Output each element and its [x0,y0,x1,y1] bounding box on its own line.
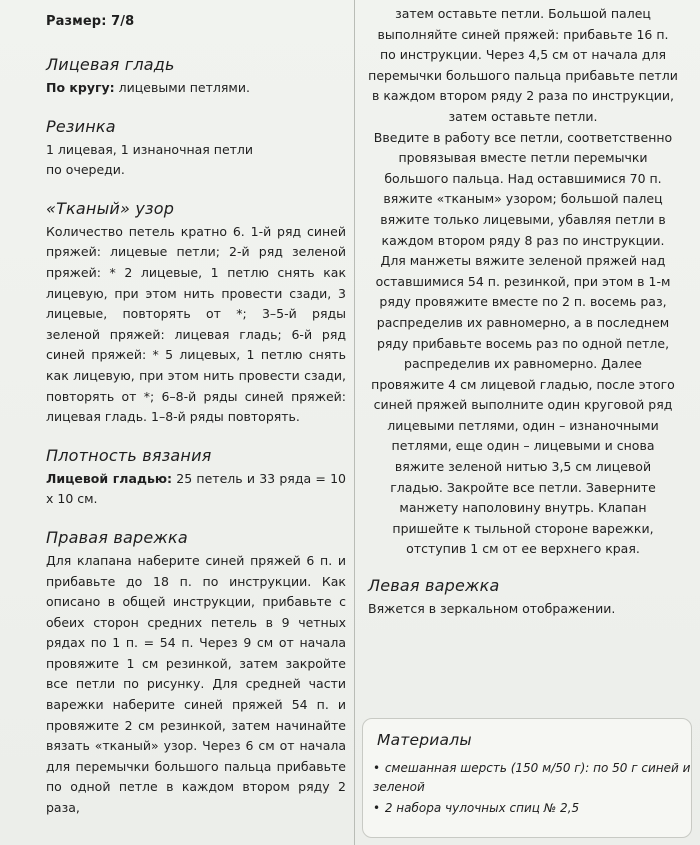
materials-title: Материалы [377,731,472,749]
left-column [46,14,346,837]
section-rib [46,117,346,181]
right-column [368,4,678,620]
materials-item-text: смешанная шерсть (150 м/50 г): по 50 г синей и зеленой [373,761,691,794]
materials-item-text: 2 набора чулочных спиц № 2,5 [384,801,580,815]
left-mitten-title: Левая варежка [368,576,500,596]
rib-title: Резинка [46,116,116,136]
size-value: 7/8 [111,14,135,29]
right-mitten-title: Правая варежка [46,527,188,547]
section-woven [46,199,346,428]
right-mitten-text: Для клапана наберите синей пряжей 6 п. и прибавьте до 18 п. по инструкции. Как описано в общей инструкции, прибавьте с обеих сторон средних петель в 9 четных рядах по 1 п. = 54 п. Через 9 см от начала провяжите 1 см резинкой, затем закройте все петли по рисунку. Для средней части варежки наберите синей пряжей 54 п. и провяжите 2 см резинкой, затем начинайте вязать «тканый» узор. Через 6 см от начала для перемычки большого пальца прибавьте по одной петле в каждом втором ряду 2 раза, [46,552,346,816]
section-gauge [46,446,346,510]
materials-box [362,718,692,838]
gauge-title: Плотность вязания [46,445,212,465]
materials-item [373,759,691,797]
column-divider [354,0,355,845]
section-stockinette [46,55,346,99]
woven-text: Количество петель кратно 6. 1-й ряд синей пряжей: лицевые петли; 2-й ряд зеленой пряжей: * 2 лицевые, 1 петлю снять как лицевую, при этом нить провести сзади, 3 лицевые, повторять от *; 3–5-й ряды зеленой пряжей: лицевая гладь; 6-й ряд синей пряжей: * 5 лицевых, 1 петлю снять как лицевую, при этом нить провести сзади, повторять от *; 6–8-й ряды синей пряжей: лицевая гладь. 1–8-й ряды повторять. [46,223,346,425]
materials-list [373,759,691,818]
section-right-mitten [46,528,346,819]
stockinette-lead: По кругу: [46,80,115,95]
materials-item [373,799,691,818]
size-label: Размер: [46,14,107,29]
bullet-icon: • [373,801,381,815]
gauge-text [46,469,346,510]
stockinette-text [46,78,346,99]
gauge-body: 25 петель и 33 ряда = 10 х 10 см. [46,470,346,507]
gauge-lead: Лицевой гладью: [46,470,173,486]
stockinette-body: лицевыми петлями. [118,80,250,95]
size-line [46,14,346,29]
right-para-2: Введите в работу все петли, соответственно провязывая вместе петли перемычки большого пальца. Над оставшимися 70 п. вяжите «тканым» узором; большой палец вяжите только лицевыми, убавляя петли в каждом втором ряду 8 раз по инструкции. Для манжеты вяжите зеленой пряжей над оставшимися 54 п. резинкой, при этом в 1-м ряду провяжите вместе по 2 п. восемь раз, распределив их равномерно, а в последнем ряду прибавьте восемь раз по одной петле, распределив их равномерно. Далее провяжите 4 см лицевой гладью, после этого синей пряжей выполните один круговой ряд лицевыми петлями, один – изнаночными петлями, еще один – лицевыми и снова вяжите зеленой нитью 3,5 см лицевой гладью. Закройте все петли. Заверните манжету наполовину внутрь. Клапан пришейте к тыльной стороне варежки, отступив 1 см от ее верхнего края. [371,129,675,557]
stockinette-title: Лицевая гладь [46,55,175,74]
rib-text: 1 лицевая, 1 изнаночная петли по очереди. [46,141,254,178]
woven-title: «Тканый» узор [46,198,175,218]
bullet-icon: • [373,761,381,775]
left-mitten-text: Вяжется в зеркальном отображении. [368,601,616,617]
right-para-1: затем оставьте петли. Большой палец выполняйте синей пряжей: прибавьте 16 п. по инструкции. Через 4,5 см от начала для перемычки большого пальца прибавьте петли в каждом втором ряду 2 раза по инструкции, затем оставьте петли. [368,6,678,124]
